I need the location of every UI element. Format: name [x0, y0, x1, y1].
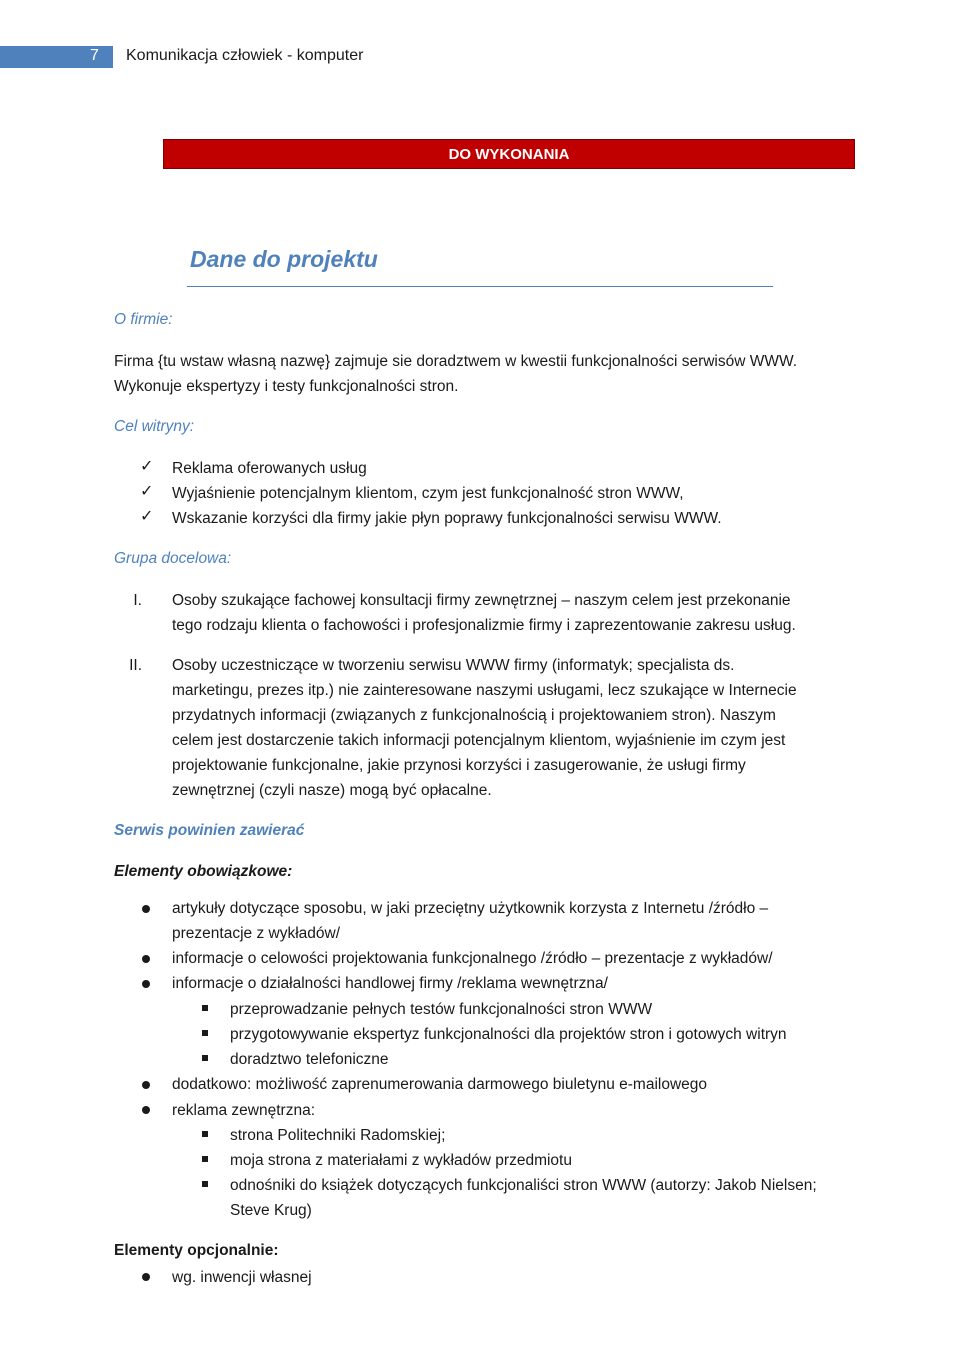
- o-firmie-line-2: Wykonuje ekspertyzy i testy funkcjonalności stron.: [114, 378, 459, 395]
- bullet-icon: [142, 1273, 150, 1281]
- section-label-serwis: Serwis powinien zawierać: [114, 822, 305, 839]
- obowiazkowe-item-3-sub-2: przygotowywanie ekspertyz funkcjonalności dla projektów stron i gotowych witryn: [230, 1026, 787, 1043]
- square-bullet-icon: [202, 1156, 208, 1162]
- running-title: Komunikacja człowiek - komputer: [126, 47, 364, 64]
- bullet-icon: [142, 1081, 150, 1089]
- grupa-2-line-1: Osoby uczestniczące w tworzeniu serwisu WWW firmy (informatyk; specjalista ds.: [172, 657, 735, 674]
- obowiazkowe-item-3-sub-3: doradztwo telefoniczne: [230, 1051, 389, 1068]
- obowiazkowe-item-5: reklama zewnętrzna:: [172, 1102, 316, 1119]
- bullet-icon: [142, 980, 150, 988]
- checkmark-icon: ✓: [140, 458, 154, 475]
- checkmark-icon: ✓: [140, 483, 154, 500]
- obowiazkowe-item-1-line-1: artykuły dotyczące sposobu, w jaki przeciętny użytkownik korzysta z Internetu /źródło –: [172, 900, 769, 917]
- grupa-2-line-6: zewnętrznej (czyli nasze) mogą być opłacalne.: [172, 782, 492, 799]
- square-bullet-icon: [202, 1055, 208, 1061]
- opcjonalne-label: Elementy opcjonalnie:: [114, 1242, 279, 1259]
- heading-underline: [187, 286, 773, 287]
- obowiazkowe-item-2: informacje o celowości projektowania funkcjonalnego /źródło – prezentacje z wykładów/: [172, 950, 773, 967]
- obowiazkowe-label: Elementy obowiązkowe:: [114, 863, 293, 880]
- square-bullet-icon: [202, 1005, 208, 1011]
- checkmark-icon: ✓: [140, 508, 154, 525]
- obowiazkowe-item-1-line-2: prezentacje z wykładów/: [172, 925, 340, 942]
- page-number: 7: [90, 47, 99, 64]
- roman-numeral-2: II.: [129, 657, 142, 674]
- cel-item-1: Reklama oferowanych usług: [172, 460, 367, 477]
- grupa-2-line-3: przydatnych informacji (związanych z funkcjonalnością i projektowaniem stron). Naszym: [172, 707, 776, 724]
- square-bullet-icon: [202, 1181, 208, 1187]
- todo-banner: DO WYKONANIA: [163, 139, 855, 169]
- obowiazkowe-item-3: informacje o działalności handlowej firmy /reklama wewnętrzna/: [172, 975, 608, 992]
- section-label-grupa: Grupa docelowa:: [114, 550, 232, 567]
- grupa-2-line-5: projektowanie funkcjonalne, jakie przynosi korzyści i zasugerowanie, że usługi firmy: [172, 757, 746, 774]
- obowiazkowe-item-4: dodatkowo: możliwość zaprenumerowania darmowego biuletynu e-mailowego: [172, 1076, 708, 1093]
- opcjonalne-item-1: wg. inwencji własnej: [172, 1269, 312, 1286]
- cel-item-2: Wyjaśnienie potencjalnym klientom, czym jest funkcjonalność stron WWW,: [172, 485, 684, 502]
- bullet-icon: [142, 905, 150, 913]
- cel-item-3: Wskazanie korzyści dla firmy jakie płyn poprawy funkcjonalności serwisu WWW.: [172, 510, 722, 527]
- obowiazkowe-item-5-sub-3-cont: Steve Krug): [230, 1202, 312, 1219]
- o-firmie-line-1: Firma {tu wstaw własną nazwę} zajmuje sie doradztwem w kwestii funkcjonalności serwisów WWW.: [114, 353, 798, 370]
- page-heading: Dane do projektu: [190, 246, 378, 272]
- grupa-2-line-4: celem jest dostarczenie takich informacji potencjalnym klientom, wyjaśnienie im czym jest: [172, 732, 786, 749]
- roman-numeral-1: I.: [133, 592, 142, 609]
- section-label-cel: Cel witryny:: [114, 418, 195, 435]
- square-bullet-icon: [202, 1030, 208, 1036]
- section-label-o-firmie: O firmie:: [114, 311, 173, 328]
- obowiazkowe-item-5-sub-2: moja strona z materiałami z wykładów przedmiotu: [230, 1152, 572, 1169]
- square-bullet-icon: [202, 1131, 208, 1137]
- grupa-1-line-1: Osoby szukające fachowej konsultacji firmy zewnętrznej – naszym celem jest przekonanie: [172, 592, 791, 609]
- bullet-icon: [142, 955, 150, 963]
- grupa-1-line-2: tego rodzaju klienta o fachowości i profesjonalizmie firmy i zaprezentowanie zakresu usług.: [172, 617, 796, 634]
- grupa-2-line-2: marketingu, prezes itp.) nie zainteresowane naszymi usługami, lecz szukające w Internecie: [172, 682, 797, 699]
- obowiazkowe-item-5-sub-3: odnośniki do książek dotyczących funkcjonaliści stron WWW (autorzy: Jakob Nielsen;: [230, 1177, 817, 1194]
- obowiazkowe-item-3-sub-1: przeprowadzanie pełnych testów funkcjonalności stron WWW: [230, 1001, 653, 1018]
- obowiazkowe-item-5-sub-1: strona Politechniki Radomskiej;: [230, 1127, 446, 1144]
- bullet-icon: [142, 1106, 150, 1114]
